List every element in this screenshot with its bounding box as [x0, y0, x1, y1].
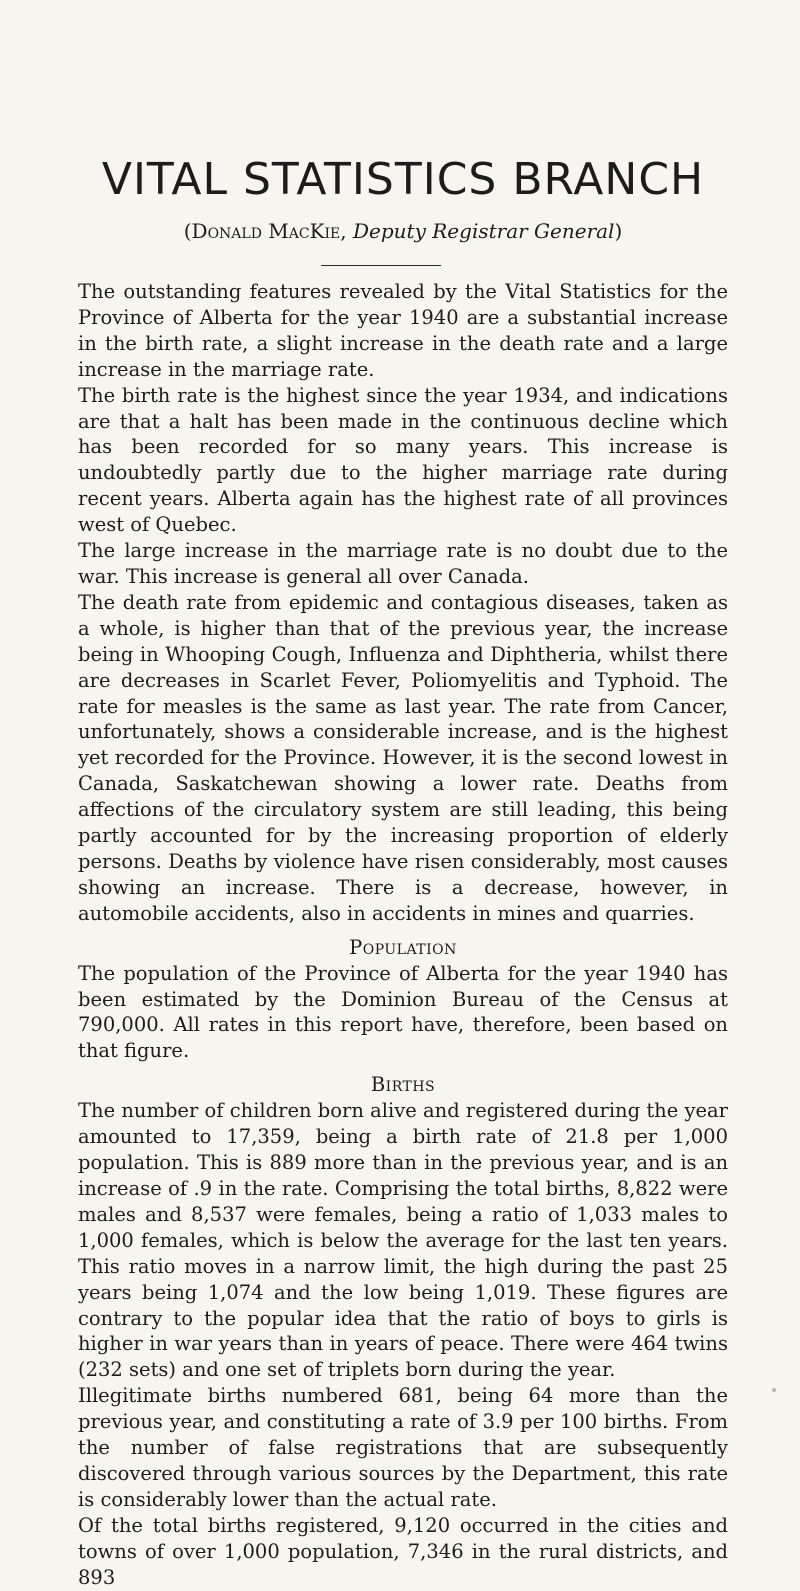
- paragraph-births-2: Illegitimate births numbered 681, being 64 more than the previous year, and constituting a rate of 3.9 per 100 births. From the number of false registrations that are subsequently discovered through various sources by the Department, this rate is considerably lower than the actual rate.: [78, 1384, 728, 1511]
- paragraph-births-1: The number of children born alive and registered during the year amounted to 17,359, being a birth rate of 21.8 per 1,000 population. This is 889 more than in the previous year, and is an increase of .9 in the rate. Comprising the total births, 8,822 were males and 8,537 were females, being a ratio of 1,033 males to 1,000 females, which is below the average for the last ten years. This ratio moves in a narrow limit, the high during the past 25 years being 1,074 and the low being 1,019. These figures are contrary to the popular idea that the ratio of boys to girls is higher in war years than in years of peace. There were 464 twins (232 sets) and one set of triplets born during the year.: [78, 1099, 728, 1382]
- paragraph-intro-3: The large increase in the marriage rate is no doubt due to the war. This increase is general all over Canada.: [78, 539, 728, 588]
- section-heading-population: Population: [349, 935, 457, 959]
- page-title: VITAL STATISTICS BRANCH: [101, 154, 705, 205]
- report-body: [78, 279, 728, 1591]
- byline-close: ): [614, 219, 623, 243]
- section-heading-births: Births: [370, 1073, 436, 1097]
- author-role: Deputy Registrar General: [353, 219, 615, 243]
- paragraph-intro-4: The death rate from epidemic and contagious diseases, taken as a whole, is higher than that of the previous year, the increase being in Whooping Cough, Influenza and Diphtheria, whilst there are decreases in Scarlet Fever, Poliomyelitis and Typhoid. The rate for measles is the same as last year. The rate from Cancer, unfortunately, shows a considerable increase, and is the highest yet recorded for the Province. However, it is the second lowest in Canada, Saskatchewan showing a lower rate. Deaths from affections of the circulatory system are still leading, this being partly accounted for by the increasing proportion of elderly persons. Deaths by violence have risen considerably, most causes showing an increase. There is a decrease, however, in automobile accidents, also in accidents in mines and quarries.: [78, 590, 728, 925]
- byline-open: (: [183, 219, 192, 243]
- title-divider: [321, 265, 441, 266]
- paragraph-population: The population of the Province of Alberta for the year 1940 has been estimated by the Dominion Bureau of the Census at 790,000. All rates in this report have, therefore, been based on that figure.: [78, 961, 728, 1063]
- author-name: Donald MacKie: [191, 219, 341, 243]
- paragraph-births-3: Of the total births registered, 9,120 occurred in the cities and towns of over 1,000 population, 7,346 in the rural districts, and 893: [78, 1513, 728, 1589]
- page-speck: [772, 1388, 776, 1392]
- paragraph-intro-1: The outstanding features revealed by the Vital Statistics for the Province of Alberta for the year 1940 are a substantial increase in the birth rate, a slight increase in the death rate and a large increase in the marriage rate.: [78, 280, 728, 381]
- paragraph-intro-2: The birth rate is the highest since the year 1934, and indications are that a halt has been made in the continuous decline which has been recorded for so many years. This increase is undoubtedly partly due to the higher marriage rate during recent years. Alberta again has the highest rate of all provinces west of Quebec.: [78, 383, 728, 537]
- author-byline: [78, 216, 728, 246]
- byline-separator: ,: [340, 219, 353, 243]
